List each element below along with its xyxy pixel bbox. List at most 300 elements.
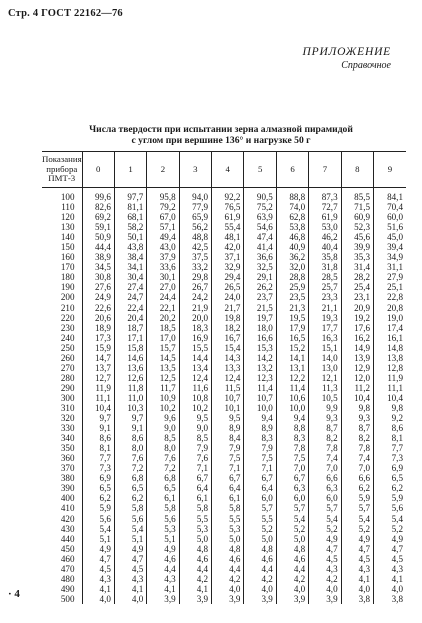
table-cell: 7,2: [114, 463, 146, 473]
table-row: [42, 503, 406, 513]
table-cell: 95,8: [147, 188, 179, 203]
table-cell: 10,2: [147, 403, 179, 413]
table-cell: 14,2: [244, 353, 276, 363]
table-cell: 25,9: [276, 282, 308, 292]
table-cell: 4,7: [309, 544, 341, 554]
table-cell: 5,3: [147, 524, 179, 534]
table-cell: 24,9: [82, 292, 114, 302]
table-cell: 90,5: [244, 188, 276, 203]
table-cell: 34,5: [82, 262, 114, 272]
table-cell: 19,0: [374, 313, 406, 323]
table-cell: 38,4: [114, 252, 146, 262]
row-label: 410: [60, 503, 75, 514]
table-cell: 44,4: [82, 242, 114, 252]
table-cell: 40,9: [276, 242, 308, 252]
table-cell: 19,3: [309, 313, 341, 323]
row-label: 220: [60, 312, 75, 323]
table-cell: 22,6: [82, 303, 114, 313]
table-cell: 27,9: [374, 272, 406, 282]
table-cell: 6,1: [147, 493, 179, 503]
table-cell: 6,3: [276, 483, 308, 493]
table-cell: 4,7: [374, 544, 406, 554]
table-row: [42, 353, 406, 363]
table-cell: 5,8: [147, 503, 179, 513]
table-cell: 7,1: [212, 463, 244, 473]
table-cell: 10,3: [114, 403, 146, 413]
table-cell: 5,0: [244, 534, 276, 544]
table-cell: 20,0: [179, 313, 211, 323]
row-label: 160: [60, 252, 75, 263]
table-cell: 4,3: [147, 574, 179, 584]
table-cell: 3,9: [244, 594, 276, 604]
table-cell: 76,5: [212, 202, 244, 212]
table-cell: 4,1: [114, 584, 146, 594]
table-cell: 17,4: [374, 323, 406, 333]
table-row: [42, 443, 406, 453]
table-cell: 17,6: [341, 323, 373, 333]
table-cell: 9,6: [147, 413, 179, 423]
table-cell: 88,8: [276, 188, 308, 203]
table-cell: 38,9: [82, 252, 114, 262]
table-cell: 14,7: [82, 353, 114, 363]
table-cell: 4,7: [114, 554, 146, 564]
table-cell: 11,1: [82, 393, 114, 403]
table-row: [42, 272, 406, 282]
table-cell: 29,4: [212, 272, 244, 282]
table-cell: 77,9: [179, 202, 211, 212]
table-cell: 4,7: [82, 554, 114, 564]
table-cell: 36,2: [276, 252, 308, 262]
table-cell: 8,5: [147, 433, 179, 443]
table-cell: 8,0: [114, 443, 146, 453]
table-cell: 5,0: [212, 534, 244, 544]
table-cell: 8,9: [212, 423, 244, 433]
table-cell: 27,6: [82, 282, 114, 292]
table-cell: 16,1: [374, 333, 406, 343]
table-cell: 23,1: [341, 292, 373, 302]
table-cell: 50,9: [82, 232, 114, 242]
appendix-title: ПРИЛОЖЕНИЕ: [302, 46, 391, 58]
table-cell: 6,7: [244, 473, 276, 483]
table-cell: 11,5: [212, 383, 244, 393]
row-label: 250: [60, 342, 75, 353]
table-cell: 17,3: [82, 333, 114, 343]
table-cell: 11,4: [276, 383, 308, 393]
table-cell: 7,0: [276, 463, 308, 473]
table-cell: 9,5: [212, 413, 244, 423]
table-cell: 29,8: [179, 272, 211, 282]
table-cell: 4,2: [276, 574, 308, 584]
table-cell: 7,9: [212, 443, 244, 453]
table-cell: 9,4: [276, 413, 308, 423]
table-cell: 14,0: [309, 353, 341, 363]
row-label: 340: [60, 433, 75, 444]
table-cell: 9,1: [114, 423, 146, 433]
table-cell: 35,3: [341, 252, 373, 262]
column-header: 5: [244, 152, 276, 188]
table-cell: 49,4: [147, 232, 179, 242]
table-cell: 5,6: [82, 514, 114, 524]
row-label: 150: [60, 242, 75, 253]
table-cell: 60,9: [341, 212, 373, 222]
table-cell: 7,8: [276, 443, 308, 453]
table-cell: 5,2: [244, 524, 276, 534]
table-cell: 16,7: [212, 333, 244, 343]
table-cell: 4,6: [244, 554, 276, 564]
table-cell: 12,4: [179, 373, 211, 383]
header-instrument-reading-line: ПМТ-3: [48, 173, 76, 184]
table-cell: 26,5: [212, 282, 244, 292]
table-cell: 7,0: [309, 463, 341, 473]
table-cell: 28,5: [309, 272, 341, 282]
table-cell: 18,5: [147, 323, 179, 333]
table-cell: 3,9: [147, 594, 179, 604]
table-cell: 5,4: [82, 524, 114, 534]
table-cell: 7,1: [179, 463, 211, 473]
table-row: [42, 534, 406, 544]
table-row: [42, 222, 406, 232]
table-cell: 6,3: [309, 483, 341, 493]
table-cell: 4,1: [374, 574, 406, 584]
table-cell: 4,4: [212, 564, 244, 574]
row-label: 380: [60, 473, 75, 484]
table-row: [42, 413, 406, 423]
table-cell: 9,7: [82, 413, 114, 423]
table-row: [42, 544, 406, 554]
table-cell: 14,3: [212, 353, 244, 363]
table-cell: 9,5: [179, 413, 211, 423]
table-cell: 15,1: [309, 343, 341, 353]
column-header: 2: [147, 152, 179, 188]
table-cell: 8,3: [244, 433, 276, 443]
table-cell: 8,1: [374, 433, 406, 443]
table-cell: 5,9: [82, 503, 114, 513]
table-cell: 6,2: [82, 493, 114, 503]
table-cell: 4,1: [147, 584, 179, 594]
row-label: 450: [60, 543, 75, 554]
table-cell: 37,1: [212, 252, 244, 262]
table-cell: 5,0: [179, 534, 211, 544]
table-cell: 45,0: [374, 232, 406, 242]
table-cell: 7,0: [341, 463, 373, 473]
table-row: [42, 383, 406, 393]
table-cell: 14,9: [341, 343, 373, 353]
table-cell: 70,4: [374, 202, 406, 212]
table-cell: 6,4: [212, 483, 244, 493]
row-label: 320: [60, 413, 75, 424]
table-cell: 62,8: [276, 212, 308, 222]
table-cell: 23,7: [244, 292, 276, 302]
table-cell: 4,2: [309, 574, 341, 584]
table-cell: 23,3: [309, 292, 341, 302]
row-label: 100: [60, 192, 75, 202]
table-cell: 8,5: [179, 433, 211, 443]
table-cell: 41,4: [244, 242, 276, 252]
table-cell: 13,0: [309, 363, 341, 373]
table-cell: 11,2: [341, 383, 373, 393]
table-cell: 4,0: [276, 584, 308, 594]
table-cell: 92,2: [212, 188, 244, 203]
table-row: [42, 232, 406, 242]
table-row: [42, 473, 406, 483]
table-cell: 25,1: [374, 282, 406, 292]
table-cell: 23,5: [276, 292, 308, 302]
table-cell: 12,3: [244, 373, 276, 383]
table-cell: 84,1: [374, 188, 406, 203]
row-label: 110: [61, 202, 75, 213]
table-cell: 4,3: [374, 564, 406, 574]
table-cell: 5,4: [374, 514, 406, 524]
table-cell: 7,5: [276, 453, 308, 463]
table-cell: 22,4: [114, 303, 146, 313]
table-cell: 7,6: [179, 453, 211, 463]
table-cell: 4,0: [341, 584, 373, 594]
table-cell: 5,9: [374, 493, 406, 503]
table-cell: 39,9: [341, 242, 373, 252]
table-cell: 5,2: [276, 524, 308, 534]
table-row: [42, 524, 406, 534]
table-cell: 4,7: [341, 544, 373, 554]
table-cell: 12,8: [374, 363, 406, 373]
row-label: 300: [60, 392, 75, 403]
table-row: [42, 262, 406, 272]
table-cell: 9,7: [114, 413, 146, 423]
table-cell: 87,3: [309, 188, 341, 203]
table-row: [42, 584, 406, 594]
row-label: 190: [60, 282, 75, 293]
table-cell: 5,6: [374, 503, 406, 513]
table-cell: 12,1: [309, 373, 341, 383]
table-cell: 10,8: [179, 393, 211, 403]
table-cell: 4,6: [179, 554, 211, 564]
table-cell: 14,4: [179, 353, 211, 363]
table-cell: 12,5: [147, 373, 179, 383]
table-cell: 68,1: [114, 212, 146, 222]
table-row: [42, 202, 406, 212]
table-row: [42, 433, 406, 443]
table-cell: 82,6: [82, 202, 114, 212]
table-cell: 5,7: [341, 503, 373, 513]
row-label: 140: [60, 232, 75, 243]
table-cell: 3,8: [374, 594, 406, 604]
table-cell: 31,4: [341, 262, 373, 272]
table-cell: 4,5: [341, 554, 373, 564]
table-cell: 19,8: [212, 313, 244, 323]
table-cell: 6,8: [114, 473, 146, 483]
table-cell: 72,7: [309, 202, 341, 212]
table-title-line2: с углом при вершине 136° и нагрузке 50 г: [131, 135, 311, 146]
table-cell: 6,2: [374, 483, 406, 493]
table-cell: 4,1: [82, 584, 114, 594]
row-label: 440: [60, 533, 75, 544]
table-cell: 9,1: [82, 423, 114, 433]
table-cell: 5,4: [114, 524, 146, 534]
table-cell: 43,8: [114, 242, 146, 252]
table-cell: 10,2: [179, 403, 211, 413]
table-cell: 6,5: [147, 483, 179, 493]
table-cell: 4,6: [212, 554, 244, 564]
table-cell: 8,4: [212, 433, 244, 443]
table-row: [42, 393, 406, 403]
table-cell: 14,8: [374, 343, 406, 353]
column-header: 9: [374, 152, 406, 188]
table-cell: 22,8: [374, 292, 406, 302]
table-cell: 57,1: [147, 222, 179, 232]
table-cell: 15,3: [244, 343, 276, 353]
table-cell: 47,4: [244, 232, 276, 242]
table-cell: 5,5: [212, 514, 244, 524]
table-cell: 21,9: [179, 303, 211, 313]
table-cell: 4,1: [341, 574, 373, 584]
table-cell: 16,3: [309, 333, 341, 343]
table-cell: 33,6: [147, 262, 179, 272]
page-number: · 4: [8, 588, 20, 600]
table-cell: 5,0: [276, 534, 308, 544]
table-cell: 30,1: [147, 272, 179, 282]
table-cell: 18,2: [212, 323, 244, 333]
table-cell: 6,0: [276, 493, 308, 503]
table-cell: 8,7: [341, 423, 373, 433]
table-cell: 3,9: [212, 594, 244, 604]
table-cell: 21,1: [309, 303, 341, 313]
table-cell: 5,4: [276, 514, 308, 524]
table-cell: 48,8: [179, 232, 211, 242]
table-cell: 11,1: [374, 383, 406, 393]
table-cell: 7,3: [374, 453, 406, 463]
table-cell: 4,9: [147, 544, 179, 554]
table-cell: 6,4: [244, 483, 276, 493]
table-cell: 7,4: [309, 453, 341, 463]
table-row: [42, 483, 406, 493]
table-cell: 4,8: [276, 544, 308, 554]
table-row: [42, 564, 406, 574]
table-cell: 4,5: [114, 564, 146, 574]
table-cell: 27,0: [147, 282, 179, 292]
table-cell: 18,3: [179, 323, 211, 333]
table-cell: 6,0: [244, 493, 276, 503]
table-cell: 6,6: [341, 473, 373, 483]
row-label: 310: [60, 402, 75, 413]
row-label: 210: [60, 302, 75, 313]
table-cell: 15,4: [212, 343, 244, 353]
table-cell: 9,2: [374, 413, 406, 423]
table-cell: 14,1: [276, 353, 308, 363]
table-row: [42, 574, 406, 584]
table-cell: 42,5: [179, 242, 211, 252]
table-cell: 20,8: [374, 303, 406, 313]
table-cell: 11,8: [114, 383, 146, 393]
table-cell: 40,4: [309, 242, 341, 252]
table-cell: 7,9: [244, 443, 276, 453]
table-cell: 13,2: [244, 363, 276, 373]
table-cell: 58,2: [114, 222, 146, 232]
table-cell: 8,1: [82, 443, 114, 453]
table-cell: 61,9: [309, 212, 341, 222]
table-cell: 4,0: [244, 584, 276, 594]
table-cell: 21,3: [276, 303, 308, 313]
table-cell: 69,2: [82, 212, 114, 222]
table-cell: 12,0: [341, 373, 373, 383]
table-cell: 5,3: [179, 524, 211, 534]
row-label: 120: [60, 212, 75, 223]
table-body: [42, 188, 406, 604]
table-cell: 5,4: [309, 514, 341, 524]
table-cell: 17,0: [147, 333, 179, 343]
table-cell: 5,1: [82, 534, 114, 544]
page-header: Стр. 4 ГОСТ 22162—76: [8, 8, 123, 19]
table-cell: 4,9: [374, 534, 406, 544]
table-cell: 8,0: [147, 443, 179, 453]
table-cell: 5,5: [179, 514, 211, 524]
table-cell: 13,3: [212, 363, 244, 373]
table-cell: 46,2: [309, 232, 341, 242]
column-header: 3: [179, 152, 211, 188]
row-label: 260: [60, 352, 75, 363]
table-cell: 11,4: [244, 383, 276, 393]
table-cell: 20,9: [341, 303, 373, 313]
row-label: 390: [60, 483, 75, 494]
table-cell: 3,9: [276, 594, 308, 604]
table-cell: 7,2: [147, 463, 179, 473]
row-label: 370: [60, 463, 75, 474]
table-cell: 17,7: [309, 323, 341, 333]
table-row: [42, 303, 406, 313]
table-cell: 4,4: [179, 564, 211, 574]
table-cell: 74,0: [276, 202, 308, 212]
table-cell: 3,9: [309, 594, 341, 604]
column-header: 7: [309, 152, 341, 188]
table-cell: 7,5: [244, 453, 276, 463]
table-cell: 6,2: [341, 483, 373, 493]
table-cell: 79,2: [147, 202, 179, 212]
table-cell: 10,0: [276, 403, 308, 413]
table-cell: 27,4: [114, 282, 146, 292]
header-instrument-reading-line: прибора: [46, 163, 78, 174]
table-cell: 15,7: [147, 343, 179, 353]
table-cell: 24,7: [114, 292, 146, 302]
table-cell: 9,8: [341, 403, 373, 413]
table-row: [42, 212, 406, 222]
table-cell: 6,0: [309, 493, 341, 503]
table-cell: 14,6: [114, 353, 146, 363]
table-cell: 7,5: [212, 453, 244, 463]
table-cell: 4,6: [147, 554, 179, 564]
table-cell: 6,2: [114, 493, 146, 503]
table-cell: 97,7: [114, 188, 146, 203]
appendix-subtitle: Справочное: [341, 60, 391, 71]
row-label: 490: [60, 583, 75, 594]
table-cell: 7,6: [114, 453, 146, 463]
row-label: 130: [60, 222, 75, 233]
table-cell: 9,9: [309, 403, 341, 413]
table-cell: 5,2: [309, 524, 341, 534]
table-cell: 4,6: [276, 554, 308, 564]
table-cell: 53,8: [276, 222, 308, 232]
table-cell: 6,1: [212, 493, 244, 503]
table-cell: 4,4: [147, 564, 179, 574]
table-cell: 5,7: [276, 503, 308, 513]
table-cell: 5,2: [341, 524, 373, 534]
table-cell: 15,9: [82, 343, 114, 353]
table-cell: 54,6: [244, 222, 276, 232]
table-cell: 5,7: [244, 503, 276, 513]
table-cell: 7,7: [82, 453, 114, 463]
table-cell: 51,6: [374, 222, 406, 232]
table-cell: 45,6: [341, 232, 373, 242]
table-cell: 6,7: [276, 473, 308, 483]
table-cell: 20,4: [114, 313, 146, 323]
table-cell: 5,8: [114, 503, 146, 513]
